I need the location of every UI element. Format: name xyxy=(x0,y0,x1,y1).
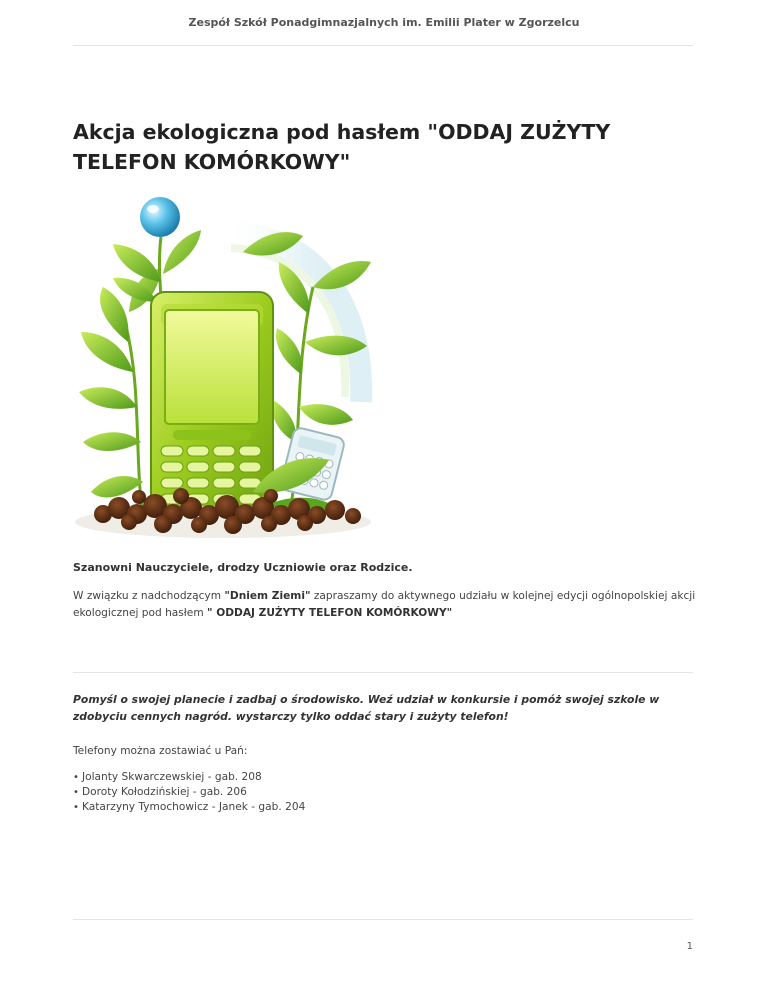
staff-name: Doroty Kołodzińskiej - gab. 206 xyxy=(82,786,247,798)
bullet-icon: • xyxy=(73,787,79,798)
staff-name: Katarzyny Tymochowicz - Janek - gab. 204 xyxy=(82,801,306,813)
earth-day-text: "Dniem Ziemi" xyxy=(224,590,311,602)
staff-list xyxy=(73,770,693,815)
intro-text-2: zapraszamy do aktywnego udziału w kolejnej edycji ogólnopolskiej akcji ekologicznej pod hasłem xyxy=(73,590,696,619)
bullet-icon: • xyxy=(73,772,79,783)
list-item xyxy=(73,800,693,815)
page-header xyxy=(0,16,768,29)
greeting: Szanowni Nauczyciele, drodzy Uczniowie oraz Rodzice. xyxy=(73,561,413,574)
header-divider xyxy=(73,45,693,46)
page-title: Akcja ekologiczna pod hasłem "ODDAJ ZUŻYTY TELEFON KOMÓRKOWY" xyxy=(73,120,611,174)
campaign-name: " ODDAJ ZUŻYTY TELEFON KOMÓRKOWY" xyxy=(207,607,453,619)
bullet-icon: • xyxy=(73,802,79,813)
callout-text: Pomyśl o swojej planecie i zadbaj o środowisko. Weź udział w konkursie i pomóż swojej szkole w zdobyciu cennych nagród. wystarczy tylko oddać stary i zużyty telefon! xyxy=(73,693,660,723)
footer-divider xyxy=(73,919,693,920)
intro-paragraph xyxy=(73,588,698,622)
list-item xyxy=(73,770,693,785)
eco-phone-illustration xyxy=(73,192,373,544)
list-item xyxy=(73,785,693,800)
eco-phone-icon xyxy=(73,192,373,544)
school-name: Zespół Szkół Ponadgimnazjalnych im. Emilii Plater w Zgorzelcu xyxy=(188,16,580,29)
staff-name: Jolanty Skwarczewskiej - gab. 208 xyxy=(82,771,262,783)
section-divider xyxy=(73,672,693,673)
page-number: 1 xyxy=(686,941,693,952)
drop-off-label: Telefony można zostawiać u Pań: xyxy=(73,745,248,757)
intro-text-1: W związku z nadchodzącym xyxy=(73,590,225,602)
